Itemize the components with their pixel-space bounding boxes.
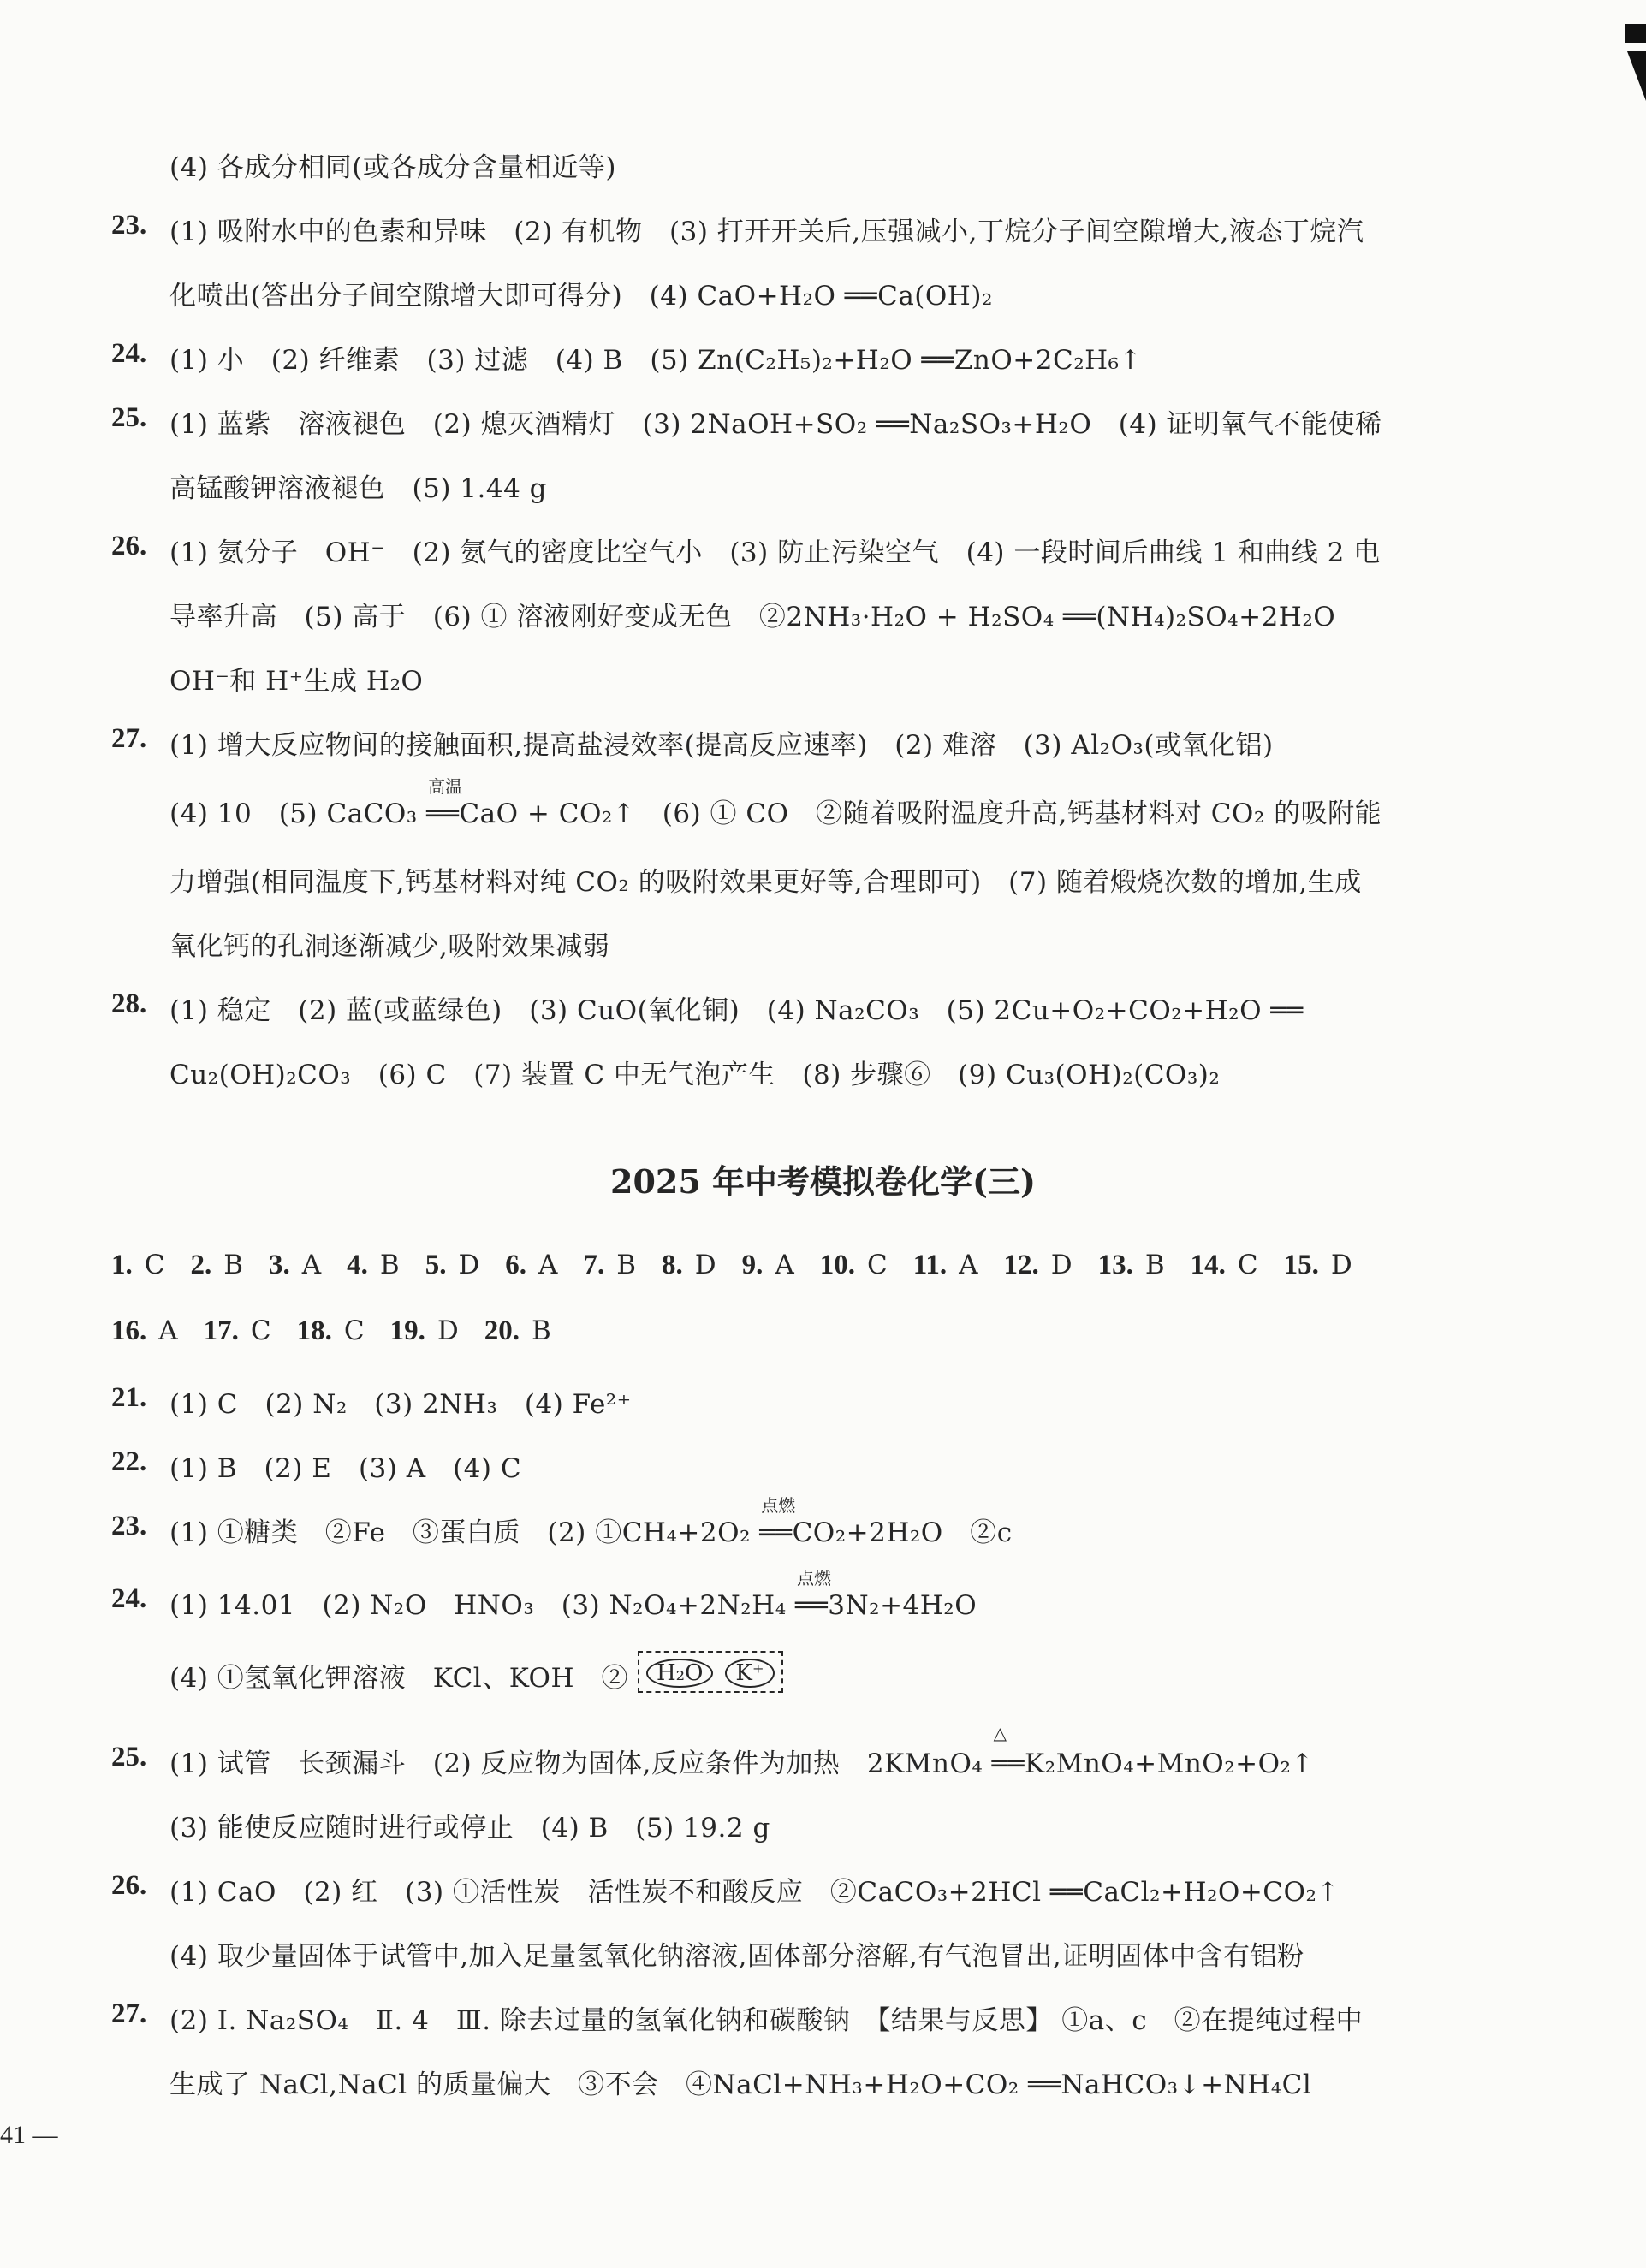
ion-circle: K⁺ bbox=[725, 1659, 774, 1688]
question-number: 22. bbox=[111, 1446, 147, 1477]
section-title: 2025 年中考模拟卷化学(三) bbox=[610, 1162, 1036, 1201]
answer-text: Cu₂(OH)₂CO₃ (6) C (7) 装置 C 中无气泡产生 (8) 步骤⑥ (9) Cu₃(OH)₂(CO₃)₂ bbox=[169, 1060, 1221, 1090]
answer-text: (1) 试管 长颈漏斗 (2) 反应物为固体,反应条件为加热 2KMnO₄ ══K₂MnO₄+MnO₂+O₂↑ bbox=[169, 1748, 1314, 1779]
choice-answer: D bbox=[1330, 1250, 1352, 1280]
question-number: 16. bbox=[111, 1315, 147, 1346]
answer-line bbox=[0, 1934, 1646, 1986]
choice-answer: C bbox=[343, 1315, 365, 1346]
answer-text: (1) CaO (2) 红 (3) ①活性炭 活性炭不和酸反应 ②CaCO₃+2HCl ══CaCl₂+H₂O+CO₂↑ bbox=[169, 1877, 1340, 1908]
answer-text: 力增强(相同温度下,钙基材料对纯 CO₂ 的吸附效果更好等,合理即可) (7) 随着煅烧次数的增加,生成 bbox=[169, 867, 1362, 898]
choice-answer: B bbox=[531, 1315, 551, 1346]
question-number: 18. bbox=[296, 1315, 332, 1346]
answer-line bbox=[0, 659, 1646, 710]
reaction-condition: 点燃 bbox=[761, 1495, 796, 1516]
question-number: 21. bbox=[111, 1382, 147, 1413]
question-number: 14. bbox=[1190, 1250, 1226, 1280]
question-number: 17. bbox=[203, 1315, 239, 1346]
answer-line bbox=[0, 2063, 1646, 2114]
answer-line bbox=[0, 1656, 1646, 1707]
answer-text: 生成了 NaCl,NaCl 的质量偏大 ③不会 ④NaCl+NH₃+H₂O+CO₂ ══NaHCO₃↓+NH₄Cl bbox=[169, 2069, 1312, 2100]
choice-answer: C bbox=[866, 1250, 888, 1280]
question-number: 25. bbox=[111, 402, 147, 433]
question-number: 11. bbox=[912, 1250, 948, 1280]
question-number: 26. bbox=[111, 1870, 147, 1901]
answer-line bbox=[0, 924, 1646, 976]
particle-diagram bbox=[638, 1651, 783, 1693]
choice-answer: A bbox=[158, 1315, 178, 1346]
mcq-row-2 bbox=[111, 1315, 577, 1347]
answer-text: (4) 10 (5) CaCO₃ ══CaO + CO₂↑ (6) ① CO ②随着吸附温度升高,钙基材料对 CO₂ 的吸附能 bbox=[169, 799, 1382, 829]
question-number: 20. bbox=[484, 1315, 520, 1346]
answer-line bbox=[0, 466, 1646, 518]
choice-answer: D bbox=[458, 1250, 480, 1280]
answer-text: (1) 增大反应物间的接触面积,提高盐浸效率(提高反应速率) (2) 难溶 (3) Al₂O₃(或氧化铝) bbox=[169, 730, 1274, 761]
question-number: 7. bbox=[583, 1250, 605, 1280]
question-number: 5. bbox=[425, 1250, 447, 1280]
answer-line bbox=[0, 1870, 1646, 1921]
question-number: 6. bbox=[505, 1250, 527, 1280]
question-number: 10. bbox=[819, 1250, 855, 1280]
answer-text: (1) C (2) N₂ (3) 2NH₃ (4) Fe²⁺ bbox=[169, 1389, 632, 1420]
answer-line bbox=[0, 723, 1646, 775]
question-number: 19. bbox=[389, 1315, 425, 1346]
question-number: 1. bbox=[111, 1250, 133, 1280]
corner-mark bbox=[1620, 24, 1646, 101]
answer-line bbox=[0, 1998, 1646, 2050]
reaction-condition: 高温 bbox=[428, 776, 463, 797]
question-number: 26. bbox=[111, 531, 147, 561]
question-number: 28. bbox=[111, 989, 147, 1019]
answer-text: (1) 14.01 (2) N₂O HNO₃ (3) N₂O₄+2N₂H₄ ══3N₂+4H₂O bbox=[169, 1590, 977, 1621]
answer-text: (3) 能使反应随时进行或停止 (4) B (5) 19.2 g bbox=[169, 1813, 770, 1843]
question-number: 15. bbox=[1283, 1250, 1319, 1280]
question-number: 27. bbox=[111, 1998, 147, 2029]
answer-line bbox=[0, 338, 1646, 389]
answer-line bbox=[0, 1568, 1646, 1635]
answer-text: (4) 取少量固体于试管中,加入足量氢氧化钠溶液,固体部分溶解,有气泡冒出,证明固体中含有铝粉 bbox=[169, 1941, 1304, 1972]
choice-answer: B bbox=[223, 1250, 244, 1280]
answer-line bbox=[0, 402, 1646, 454]
answer-text: (1) 氨分子 OH⁻ (2) 氨气的密度比空气小 (3) 防止污染空气 (4) 一段时间后曲线 1 和曲线 2 电 bbox=[169, 537, 1381, 568]
choice-answer: A bbox=[538, 1250, 558, 1280]
choice-answer: C bbox=[1237, 1250, 1258, 1280]
ion-circle: H₂O bbox=[646, 1659, 713, 1688]
question-number: 12. bbox=[1003, 1250, 1039, 1280]
answer-text: 导率升高 (5) 高于 (6) ① 溶液刚好变成无色 ②2NH₃·H₂O + H₂SO₄ ══(NH₄)₂SO₄+2H₂O bbox=[169, 602, 1336, 632]
answer-text: (4) ①氢氧化钾溶液 KCl、KOH ② bbox=[169, 1663, 629, 1694]
question-number: 27. bbox=[111, 723, 147, 754]
answer-line bbox=[0, 860, 1646, 911]
answer-line bbox=[0, 1723, 1646, 1793]
answer-line bbox=[0, 1446, 1646, 1498]
choice-answer: B bbox=[379, 1250, 400, 1280]
answer-text: (1) 吸附水中的色素和异味 (2) 有机物 (3) 打开开关后,压强减小,丁烷分子间空隙增大,液态丁烷汽 bbox=[169, 217, 1364, 247]
answer-text: (1) 稳定 (2) 蓝(或蓝绿色) (3) CuO(氧化铜) (4) Na₂CO₃ (5) 2Cu+O₂+CO₂+H₂O ══ bbox=[169, 995, 1304, 1026]
choice-answer: C bbox=[250, 1315, 271, 1346]
question-number: 24. bbox=[111, 338, 147, 369]
choice-answer: A bbox=[959, 1250, 978, 1280]
answer-text: OH⁻和 H⁺生成 H₂O bbox=[169, 666, 424, 697]
answer-text: (1) 蓝紫 溶液褪色 (2) 熄灭酒精灯 (3) 2NaOH+SO₂ ══Na₂SO₃+H₂O (4) 证明氧气不能使稀 bbox=[169, 409, 1382, 440]
answer-line bbox=[0, 274, 1646, 325]
question-number: 24. bbox=[111, 1583, 147, 1614]
question-number: 9. bbox=[741, 1250, 764, 1280]
choice-answer: D bbox=[437, 1315, 459, 1346]
answer-line bbox=[0, 531, 1646, 582]
answer-line bbox=[0, 1806, 1646, 1857]
choice-answer: B bbox=[616, 1250, 636, 1280]
answer-text: (4) 各成分相同(或各成分含量相近等) bbox=[169, 152, 616, 183]
answer-line bbox=[0, 776, 1646, 843]
answer-text: 高锰酸钾溶液褪色 (5) 1.44 g bbox=[169, 473, 547, 504]
question-number: 4. bbox=[347, 1250, 368, 1280]
choice-answer: A bbox=[301, 1250, 322, 1280]
choice-answer: C bbox=[144, 1250, 165, 1280]
answer-text: (1) 小 (2) 纤维素 (3) 过滤 (4) B (5) Zn(C₂H₅)₂+H₂O ══ZnO+2C₂H₆↑ bbox=[169, 345, 1143, 376]
answer-line bbox=[0, 1053, 1646, 1104]
answer-text: 化喷出(答出分子间空隙增大即可得分) (4) CaO+H₂O ══Ca(OH)₂ bbox=[169, 281, 993, 312]
choice-answer: B bbox=[1144, 1250, 1165, 1280]
question-number: 2. bbox=[190, 1250, 212, 1280]
reaction-condition: 点燃 bbox=[796, 1568, 831, 1588]
answer-line bbox=[0, 1382, 1646, 1434]
page-number: 41 — bbox=[0, 2121, 58, 2149]
answer-text: (1) ①糖类 ②Fe ③蛋白质 (2) ①CH₄+2O₂ ══CO₂+2H₂O ②c bbox=[169, 1517, 1013, 1548]
answer-text: (2) Ⅰ. Na₂SO₄ Ⅱ. 4 Ⅲ. 除去过量的氢氧化钠和碳酸钠 【结果与反思】 ①a、c ②在提纯过程中 bbox=[169, 2005, 1364, 2036]
answer-line bbox=[0, 145, 1646, 197]
question-number: 3. bbox=[269, 1250, 290, 1280]
choice-answer: D bbox=[1050, 1250, 1073, 1280]
question-number: 13. bbox=[1097, 1250, 1133, 1280]
reaction-condition: △ bbox=[993, 1723, 1007, 1743]
answer-line bbox=[0, 1495, 1646, 1562]
answer-line bbox=[0, 595, 1646, 646]
question-number: 25. bbox=[111, 1742, 147, 1772]
answer-text: (1) B (2) E (3) A (4) C bbox=[169, 1453, 522, 1484]
question-number: 23. bbox=[111, 210, 147, 240]
choice-answer: D bbox=[694, 1250, 716, 1280]
question-number: 8. bbox=[661, 1250, 683, 1280]
answer-line bbox=[0, 989, 1646, 1040]
answer-text: 氧化钙的孔洞逐渐减少,吸附效果减弱 bbox=[169, 931, 610, 962]
answer-line bbox=[0, 210, 1646, 261]
question-number: 23. bbox=[111, 1511, 147, 1541]
mcq-row-1 bbox=[111, 1250, 1378, 1281]
choice-answer: A bbox=[775, 1250, 794, 1280]
